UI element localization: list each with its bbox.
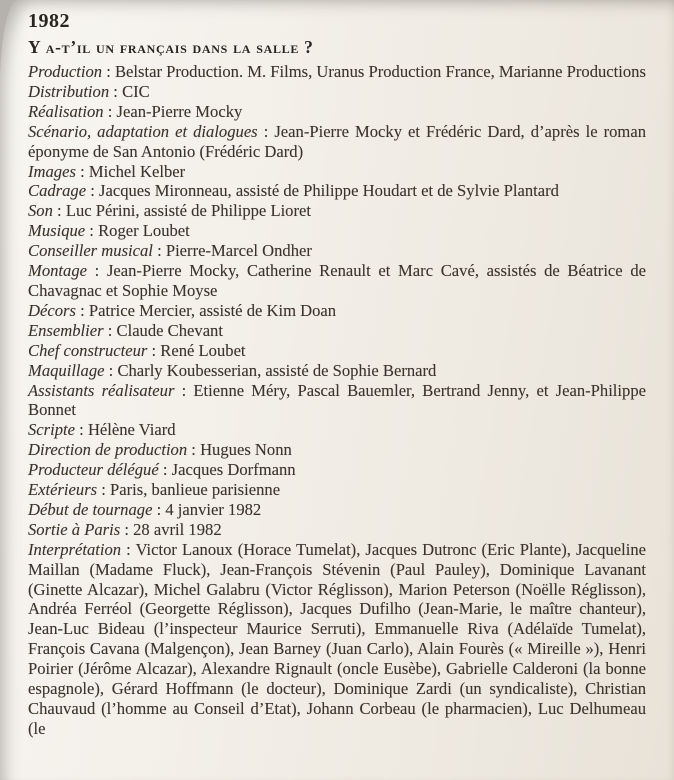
colon-separator: : [87,261,107,281]
credit-value: Jean-Pierre Mocky, Catherine Renault et Marc Cavé, assistés de Béatrice de Chavagnac et Sophie Moyse [28,261,646,300]
credit-value: Jean-Pierre Mocky [116,101,243,121]
credit-label: Maquillage [28,360,105,380]
film-title: Y a-t’il un français dans la salle ? [28,37,314,57]
credit-line-musique [28,221,646,241]
credit-label: Décors [28,300,76,320]
credit-label: Scripte [28,420,76,440]
credit-value: Claude Chevant [116,320,223,340]
credit-value: CIC [122,81,150,101]
credit-value: Hélène Viard [87,420,176,440]
credit-line-chef-constructeur [28,341,646,361]
credit-line-direction-production [28,440,646,460]
film-entry [28,9,646,739]
credit-label: Musique [28,221,86,241]
credit-label: Réalisation [28,101,104,121]
credit-value: Victor Lanoux (Horace Tumelat), Jacques Dutronc (Eric Plante), Jacqueline Maillan (Madame Fluck), Jean-François Stévenin (Paul Pauley), Dominique Lavanant (Ginette Alcazar), Michel Galabru (Victor Réglisson), Marion Peterson (Noëlle Réglisson), Andréa Ferréol (Georgette Réglisson), Jacques Dufilho (Jean-Marie, le maître chanteur), Jean-Luc Bideau (l’inspecteur Maurice Serruti), Emmanuelle Riva (Adélaïde Tumelat), François Cavana (Malgençon), Jean Barney (Juan Carlo), Alain Fourès (« Mireille »), Henri Poirier (Jérôme Alcazar), Alexandre Rignault (oncle Eusèbe), Gabrielle Calderoni (la bonne espagnole), Gérard Hoffmann (le docteur), Dominique Zardi (un syndicaliste), Christian Chauvaud (l’homme au Conseil d’Etat), Johann Corbeau (le pharmacien), Luc Delhumeau (le [28,539,647,738]
colon-separator: : [187,440,201,460]
credit-label: Son [28,201,53,221]
credit-label: Production [28,62,103,81]
credit-line-assistants-realisateur [28,381,646,421]
colon-separator: : [103,320,117,340]
credit-value: Jacques Dorfmann [171,460,296,480]
colon-separator: : [104,360,118,380]
credit-label: Producteur délégué [28,460,159,480]
colon-separator: : [75,420,88,440]
year-heading: 1982 [28,10,70,32]
credit-line-images [28,162,646,182]
colon-separator: : [152,241,166,261]
credit-line-ensemblier [28,321,646,341]
colon-separator: : [75,161,89,181]
credit-label: Extérieurs [28,480,98,500]
credit-line-realisation [28,102,646,122]
credit-value: Hugues Nonn [200,440,292,460]
credit-value: Jacques Mironneau, assisté de Philippe Houdart et de Sylvie Plantard [99,181,559,201]
credit-label: Montage [28,261,87,281]
credit-label: Conseiller musical [28,241,153,261]
colon-separator: : [103,101,117,121]
colon-separator: : [152,499,166,519]
colon-separator: : [102,62,115,81]
colon-separator: : [174,380,194,400]
credit-line-exterieurs [28,480,646,500]
credit-line-decors [28,301,646,321]
credit-label: Assistants réalisateur [28,380,175,400]
credit-label: Début de tournage [28,499,153,519]
credit-label: Chef constructeur [28,340,148,360]
credit-value: Paris, banlieue parisienne [110,480,281,500]
credit-line-montage [28,261,646,301]
colon-separator: : [109,81,123,101]
colon-separator: : [257,121,275,141]
credit-line-debut-tournage [28,500,646,520]
credit-label: Scénario, adaptation et dialogues [28,121,258,141]
credit-label: Ensemblier [28,320,104,340]
colon-separator: : [120,519,134,539]
credit-value: Pierre-Marcel Ondher [165,241,312,261]
cast-paragraph [28,540,646,739]
credit-label: Direction de production [28,440,188,460]
credit-value: Patrice Mercier, assisté de Kim Doan [88,300,337,320]
credit-value: 4 janvier 1982 [165,499,262,519]
credit-value: Etienne Méry, Pascal Bauemler, Bertrand Jenny, et Jean-Philippe Bonnet [28,380,646,420]
credit-line-son [28,201,646,221]
credit-value: 28 avril 1982 [133,519,222,539]
colon-separator: : [121,539,136,559]
credit-value: Jean-Pierre Mocky et Frédéric Dard, d’après le roman éponyme de San Antonio (Frédéric Dard) [28,121,646,161]
credit-line-conseiller-musical [28,241,646,261]
credit-value: Belstar Production. M. Films, Uranus Production France, Marianne Productions [114,62,646,81]
credit-label: Distribution [28,81,110,101]
colon-separator: : [85,221,99,241]
credit-line-distribution [28,82,646,102]
credit-value: Michel Kelber [88,161,186,181]
credit-line-maquillage [28,361,646,381]
credit-value: René Loubet [160,340,246,360]
credit-label: Interprétation [28,539,122,559]
credit-value: Charly Koubesserian, assisté de Sophie Bernard [117,360,437,380]
credit-line-sortie-paris [28,520,646,540]
credit-label: Cadrage [28,181,87,201]
credit-label: Images [28,161,76,181]
colon-separator: : [86,181,99,201]
credit-line-cadrage [28,181,646,201]
colon-separator: : [52,201,66,221]
credit-line-producteur-delegue [28,460,646,480]
credit-line-scenario [28,122,646,162]
credit-value: Luc Périni, assisté de Philippe Lioret [65,201,311,221]
credit-label: Sortie à Paris [28,519,121,539]
credit-line-scripte [28,420,646,440]
credit-line-production [28,62,646,82]
colon-separator: : [158,460,172,480]
colon-separator: : [147,340,161,360]
colon-separator: : [75,300,89,320]
colon-separator: : [97,480,111,500]
credit-value: Roger Loubet [98,221,190,241]
